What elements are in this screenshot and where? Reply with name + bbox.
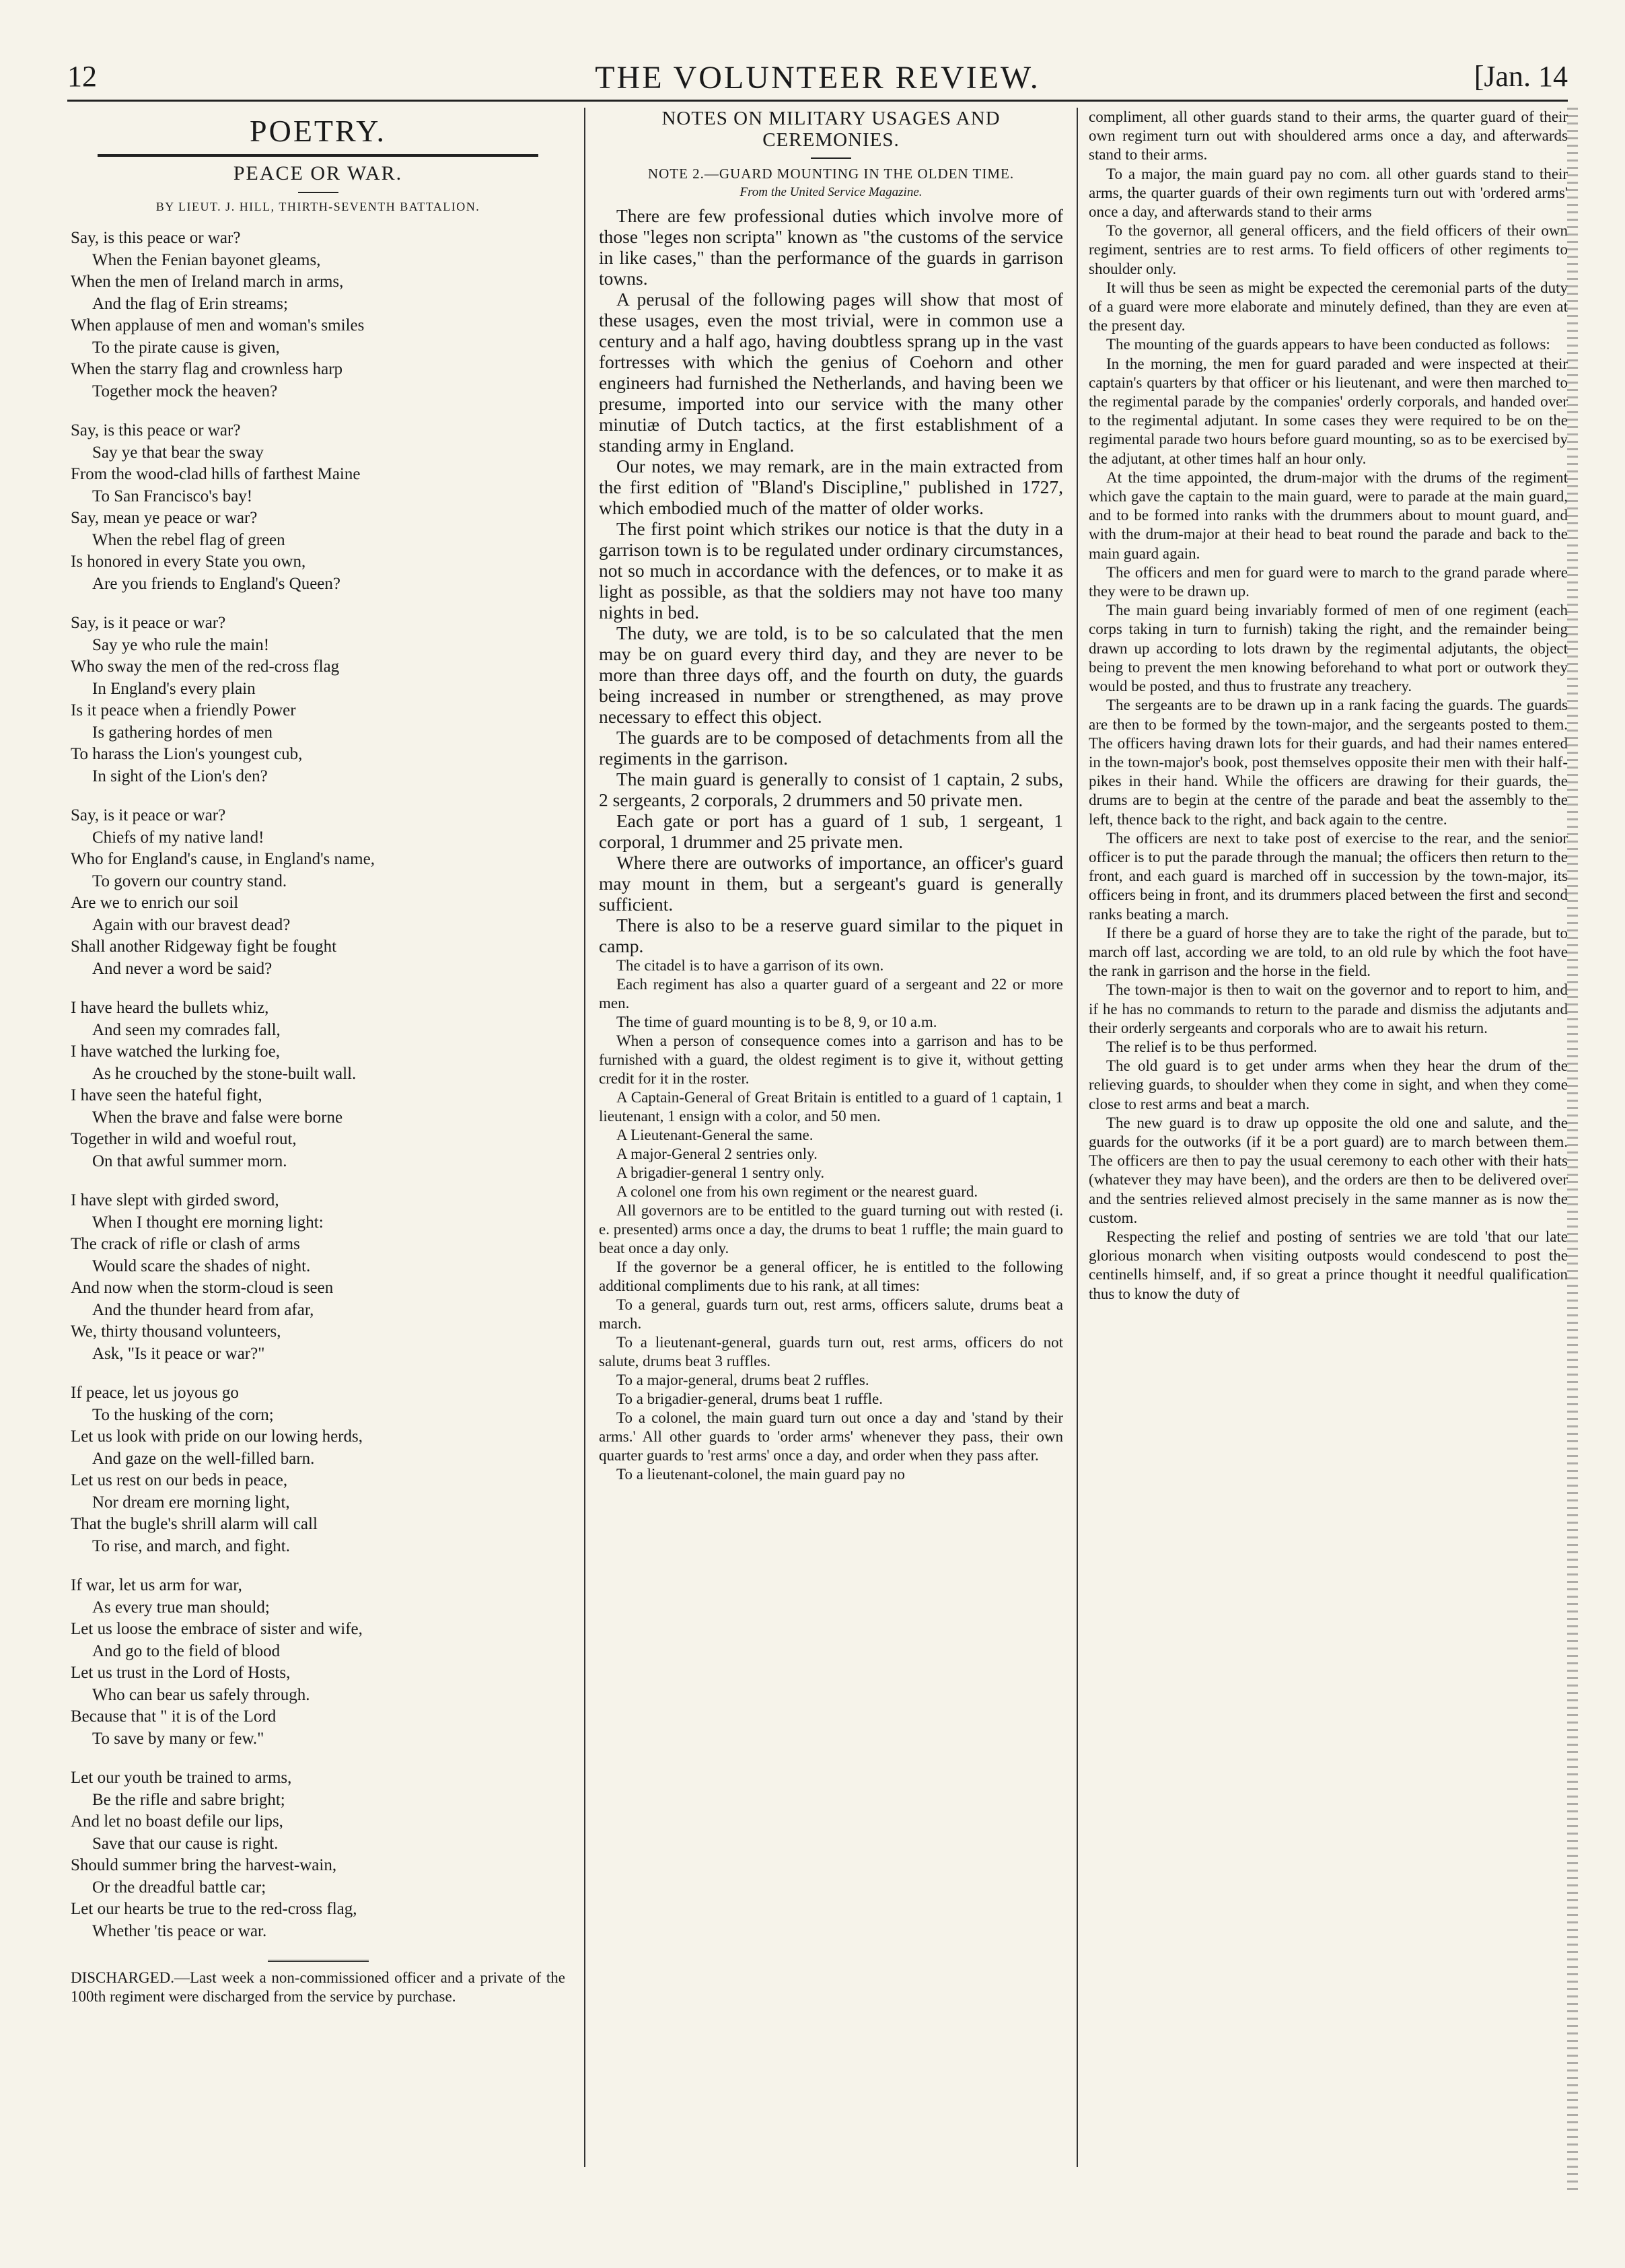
article-paragraph: To a brigadier-general, drums beat 1 ruffle. — [616, 1390, 883, 1407]
poem-line: I have watched the lurking foe, — [71, 1042, 280, 1061]
column-divider — [584, 108, 585, 2167]
poem-line: Let us look with pride on our lowing herds, — [71, 1427, 363, 1446]
article-paragraph: To a lieutenant-general, guards turn out, rest arms, officers do not salute, drums beat 3 ruffles. — [599, 1334, 1063, 1370]
article-paragraph: There are few professional duties which involve more of those "leges non scripta" known as "the customs of the service in like cases," than the performance of the guards in garrison towns. — [599, 205, 1063, 289]
article-paragraph: A Captain-General of Great Britain is entitled to a guard of 1 captain, 1 lieutenant, 1 ensign with a color, and 50 men. — [599, 1089, 1063, 1125]
article-paragraph: The officers are next to take post of exercise to the rear, and the senior officer is to put the parade through the manual; the officers then return to the front, and each guard is marched off in succession by the town-major, its officers being in front, and its drummers placed between the first and second ranks beating a march. — [1089, 829, 1568, 923]
poem-line: Let us trust in the Lord of Hosts, — [71, 1664, 291, 1682]
poem-line: That the bugle's shrill alarm will call — [71, 1515, 318, 1533]
poem-stanza — [71, 612, 565, 787]
article-paragraph: To a colonel, the main guard turn out once a day and 'stand by their arms.' All other guards to 'order arms' whenever they pass, their own quarter guards to 'rest arms' once a day, and order when they pass after. — [599, 1409, 1063, 1464]
poem-line: To harass the Lion's youngest cub, — [71, 745, 303, 763]
article-paragraph: A Lieutenant-General the same. — [616, 1127, 814, 1143]
poem-line: Who sway the men of the red-cross flag — [71, 658, 340, 676]
article-paragraph: The first point which strikes our notice is that the duty in a garrison town is to be regulated under ordinary circumstances, not so much in accordance with the defences, or to make it as light as possible, as that the soldiers may not have too many nights in bed. — [599, 518, 1063, 623]
article-paragraph: It will thus be seen as might be expected the ceremonial parts of the duty of a guard were more elaborate and minutely defined, than they are even at the present day. — [1089, 279, 1568, 334]
poem-line: In England's every plain — [92, 679, 256, 698]
article-column-1 — [599, 108, 1063, 2174]
poem-line: To San Francisco's bay! — [92, 487, 253, 505]
poem-line: When the brave and false were borne — [92, 1108, 343, 1127]
poem-stanza — [71, 227, 565, 402]
issue-date: [Jan. 14 — [1474, 60, 1568, 93]
poem-line: To the husking of the corn; — [92, 1405, 274, 1424]
poem-stanza — [71, 1190, 565, 1365]
poem-stanza — [71, 1767, 565, 1942]
poem-body — [71, 227, 565, 1942]
article-paragraph: Our notes, we may remark, are in the main extracted from the first edition of "Bland's Discipline," published in 1727, which embodied much of the matter of older works. — [599, 456, 1063, 518]
poem-line: Say ye who rule the main! — [92, 635, 270, 654]
poem-line: To the pirate cause is given, — [92, 338, 280, 357]
ornamental-rule — [268, 1960, 369, 1962]
article-paragraph: To a major, the main guard pay no com. all other guards stand to their arms, the quarter guards of their own regiments turn out with 'ordered arms' once a day, and afterwards stand to their arms — [1089, 165, 1568, 221]
poem-line: Be the rifle and sabre bright; — [92, 1790, 285, 1809]
article-paragraph: To a general, guards turn out, rest arms, officers salute, drums beat a march. — [599, 1296, 1063, 1332]
poem-line: Is honored in every State you own, — [71, 553, 306, 571]
poem-line: Let us rest on our beds in peace, — [71, 1471, 288, 1489]
poem-title: PEACE OR WAR. — [233, 162, 403, 184]
poem-line: Nor dream ere morning light, — [92, 1493, 290, 1512]
article-paragraph: The mounting of the guards appears to have been conducted as follows: — [1106, 336, 1550, 353]
column-divider — [1077, 108, 1078, 2167]
article-title: NOTES ON MILITARY USAGES AND CEREMONIES. — [661, 108, 1001, 151]
poem-line: To rise, and march, and fight. — [92, 1536, 290, 1555]
article-paragraph: Each regiment has also a quarter guard of a sergeant and 22 or more men. — [599, 976, 1063, 1012]
article-paragraph: The duty, we are told, is to be so calculated that the men may be on guard every third day, and they are never to be more than three days off, and the fourth on duty, the guards being increased in number or strengthened, as may prove necessary to effect this object. — [599, 623, 1063, 727]
article-paragraph: A brigadier-general 1 sentry only. — [616, 1164, 825, 1181]
article-paragraph: There is also to be a reserve guard similar to the piquet in camp. — [599, 915, 1063, 956]
poem-line: Say, is it peace or war? — [71, 806, 226, 824]
poem-line: Or the dreadful battle car; — [92, 1878, 266, 1897]
article-paragraph: The new guard is to draw up opposite the old one and salute, and the guards for the outworks (if it be a port guard) are to march between them. The officers are then to pay the usual ceremony to each other with their hats (whatever they may have been), and the orders are then to be delivered over and the sentries relieved almost precisely in the same manner as is now the custom. — [1089, 1114, 1568, 1226]
poem-line: As he crouched by the stone-built wall. — [92, 1064, 357, 1083]
page-header — [67, 59, 1568, 100]
poem-line: We, thirty thousand volunteers, — [71, 1322, 281, 1341]
page-edge-binding — [1567, 108, 1578, 2194]
article-paragraph: If the governor be a general officer, he is entitled to the following additional compliments due to his rank, at all times: — [599, 1259, 1063, 1294]
poem-line: Say ye that bear the sway — [92, 443, 264, 462]
header-rule — [67, 100, 1568, 102]
article-paragraph: Respecting the relief and posting of sentries we are told 'that our late glorious monarch when visiting outposts would condescend to post the centinells himself, and, if so great a prince thought it needful qualification thus to know the duty of — [1089, 1228, 1568, 1302]
publication-title: THE VOLUNTEER REVIEW. — [595, 60, 1040, 96]
poem-line: When the starry flag and crownless harp — [71, 360, 343, 378]
article-paragraph: In the morning, the men for guard paraded and were inspected at their captain's quarters by that officer or his lieutenant, and were then marched to the regimental parade by the companies' orderly corporals, and handed over to the regimental adjutant. In some cases they were required to be on the regimental parade two hours before guard mounting, so as to be exercised by the adjutant, at other times half an hour only. — [1089, 355, 1568, 467]
article-paragraph: The town-major is then to wait on the governor and to report to him, and if he has no commands to return to the parade and dismiss the adjutants and their orderly sergeants and corporals who are to await his return. — [1089, 981, 1568, 1036]
section-rule — [98, 154, 538, 157]
section-title: POETRY. — [250, 114, 386, 148]
poem-line: Together in wild and woeful rout, — [71, 1130, 297, 1148]
poem-line: Are we to enrich our soil — [71, 894, 239, 912]
poem-line: And the thunder heard from afar, — [92, 1300, 314, 1319]
poem-line: And go to the field of blood — [92, 1641, 281, 1660]
poetry-column — [71, 108, 565, 2174]
article-paragraph: compliment, all other guards stand to their arms, the quarter guard of their own regiment turn out with shouldered arms once a day, and afterwards stand to their arms. — [1089, 108, 1568, 164]
article-paragraph: At the time appointed, the drum-major with the drums of the regiment which gave the captain to the main guard, were to parade at the main guard, and to be formed into ranks with the drummers about to mount guard, and with the drum-major at their head to beat round the parade and back to the main guard again. — [1089, 468, 1568, 562]
poem-line: Are you friends to England's Queen? — [92, 574, 340, 593]
poem-line: In sight of the Lion's den? — [92, 767, 268, 785]
divider — [298, 192, 338, 193]
poem-line: Say, is it peace or war? — [71, 614, 226, 632]
article-body — [599, 205, 1063, 1484]
poem-line: I have slept with girded sword, — [71, 1191, 279, 1209]
poem-line: Let our hearts be true to the red-cross flag, — [71, 1900, 357, 1918]
poem-line: Say, is this peace or war? — [71, 421, 241, 439]
poem-line: Ask, "Is it peace or war?" — [92, 1344, 265, 1363]
poem-line: I have heard the bullets whiz, — [71, 999, 269, 1017]
article-paragraph: All governors are to be entitled to the guard turning out with rested (i. e. presented) arms once a day, the drums to beat 1 ruffle; the main guard to beat once a day only. — [599, 1202, 1063, 1256]
article-paragraph: The relief is to be thus performed. — [1106, 1038, 1317, 1055]
poem-line: Say, mean ye peace or war? — [71, 509, 258, 527]
article-paragraph: To a major-general, drums beat 2 ruffles. — [616, 1372, 869, 1388]
poem-line: And never a word be said? — [92, 959, 273, 978]
article-paragraph: To a lieutenant-colonel, the main guard pay no — [616, 1466, 905, 1483]
article-column-2 — [1089, 108, 1568, 2174]
poem-line: Should summer bring the harvest-wain, — [71, 1856, 337, 1874]
poem-line: Whether 'tis peace or war. — [92, 1921, 267, 1940]
poem-line: The crack of rifle or clash of arms — [71, 1235, 300, 1253]
article-paragraph: The officers and men for guard were to march to the grand parade where they were to be drawn up. — [1089, 563, 1568, 600]
poem-byline: BY LIEUT. J. HILL, THIRTH-SEVENTH BATTALION. — [155, 200, 480, 213]
poem-line: Would scare the shades of night. — [92, 1256, 311, 1275]
poem-line: Who for England's cause, in England's name, — [71, 850, 375, 868]
poem-line: And seen my comrades fall, — [92, 1020, 281, 1039]
poem-line: If peace, let us joyous go — [71, 1384, 239, 1402]
article-source: From the United Service Magazine. — [739, 185, 923, 199]
poem-line: Is it peace when a friendly Power — [71, 701, 296, 719]
article-paragraph: The main guard is generally to consist of 1 captain, 2 subs, 2 sergeants, 2 corporals, 2 drummers and 50 private men. — [599, 769, 1063, 810]
poem-line: I have seen the hateful fight, — [71, 1086, 262, 1104]
article-paragraph: A major-General 2 sentries only. — [616, 1145, 818, 1162]
poem-line: When I thought ere morning light: — [92, 1213, 324, 1232]
poem-stanza — [71, 1575, 565, 1750]
poem-line: And now when the storm-cloud is seen — [71, 1279, 334, 1297]
poem-line: When the men of Ireland march in arms, — [71, 273, 344, 291]
article-paragraph: To the governor, all general officers, and the field officers of their own regiment, sentries are to rest arms. To field officers of other regiments to shoulder only. — [1089, 222, 1568, 277]
article-paragraph: If there be a guard of horse they are to take the right of the parade, but to march off last, according we are told, to an old rule by which the foot have the rank in garrison and the horse in the field. — [1089, 924, 1568, 980]
article-paragraph: The sergeants are to be drawn up in a rank facing the guards. The guards are then to be formed by the town-major, and the sergeants posted to them. The officers having drawn lots for their guards, and had their names entered in the town-major's book, post themselves opposite their men with their half-pikes in their hand. While the officers are drawing for their guards, the drums are to begin at the centre of the parade and beat the assembly to the left, thence back to the right, and back again to the centre. — [1089, 697, 1568, 828]
poem-line: Save that our cause is right. — [92, 1834, 279, 1853]
poem-line: As every true man should; — [92, 1598, 270, 1617]
poem-line: When the rebel flag of green — [92, 530, 285, 549]
poem-line: Is gathering hordes of men — [92, 723, 273, 742]
poem-line: And let no boast defile our lips, — [71, 1812, 283, 1831]
poem-stanza — [71, 997, 565, 1172]
article-paragraph: The guards are to be composed of detachments from all the regiments in the garrison. — [599, 727, 1063, 769]
article-paragraph: The old guard is to get under arms when they hear the drum of the relieving guards, to shoulder when they come in sight, and when they come close to rest arms and beat a march. — [1089, 1057, 1568, 1112]
page-number: 12 — [67, 60, 97, 93]
poem-line: Shall another Ridgeway fight be fought — [71, 937, 337, 956]
article-paragraph: A perusal of the following pages will show that most of these usages, even the most trivial, were in common use a century and a half ago, having doubtless sprang up in the vast fortresses with which the genius of Coehorn and other engineers had furnished the Netherlands, and having been we presume, imported into our service with the many other minutiæ of Dutch tactics, at the first establishment of a standing army in England. — [599, 289, 1063, 456]
article-paragraph: The time of guard mounting is to be 8, 9, or 10 a.m. — [616, 1014, 937, 1030]
article-paragraph: The main guard being invariably formed of men of one regiment (each corps taking in turn to furnish) taking the right, and the remainder being drawn up according to lots drawn by the regimental adjutants, the object being to prevent the men knowing beforehand to what port or outwork they would be posted, and thus to frustrate any treachery. — [1089, 602, 1568, 695]
poem-line: Chiefs of my native land! — [92, 828, 264, 847]
poem-stanza — [71, 420, 565, 595]
article-paragraph: Each gate or port has a guard of 1 sub, 1 sergeant, 1 corporal, 1 drummer and 25 private men. — [599, 810, 1063, 852]
poem-line: When the Fenian bayonet gleams, — [92, 250, 321, 269]
poem-line: Say, is this peace or war? — [71, 229, 241, 247]
article-paragraph: A colonel one from his own regiment or the nearest guard. — [616, 1183, 978, 1200]
poem-line: Because that " it is of the Lord — [71, 1707, 277, 1726]
news-item: DISCHARGED.—Last week a non-commissioned officer and a private of the 100th regiment were discharged from the service by purchase. — [71, 1969, 565, 2005]
article-paragraph: Where there are outworks of importance, an officer's guard may mount in them, but a sergeant's guard is generally sufficient. — [599, 852, 1063, 915]
article-body-continued — [1089, 108, 1568, 1304]
poem-line: Let our youth be trained to arms, — [71, 1769, 292, 1787]
poem-line: Let us loose the embrace of sister and wife, — [71, 1620, 363, 1638]
article-paragraph: When a person of consequence comes into a garrison and has to be furnished with a guard, the oldest regiment is to give it, without getting credit for it in the roster. — [599, 1032, 1063, 1087]
poem-line: On that awful summer morn. — [92, 1151, 287, 1170]
article-paragraph: The citadel is to have a garrison of its own. — [616, 957, 884, 974]
divider — [811, 157, 851, 159]
poem-line: From the wood-clad hills of farthest Maine — [71, 465, 361, 483]
poem-line: If war, let us arm for war, — [71, 1576, 242, 1594]
poem-line: And gaze on the well-filled barn. — [92, 1449, 315, 1468]
poem-line: To govern our country stand. — [92, 872, 287, 890]
poem-line: To save by many or few." — [92, 1729, 264, 1748]
poem-line: When applause of men and woman's smiles — [71, 316, 365, 334]
poem-line: Who can bear us safely through. — [92, 1685, 310, 1704]
poem-stanza — [71, 805, 565, 980]
poem-line: Again with our bravest dead? — [92, 915, 291, 934]
poem-stanza — [71, 1382, 565, 1557]
poem-line: Together mock the heaven? — [92, 382, 278, 400]
article-subtitle: NOTE 2.—GUARD MOUNTING IN THE OLDEN TIME. — [647, 166, 1015, 182]
poem-line: And the flag of Erin streams; — [92, 294, 288, 313]
